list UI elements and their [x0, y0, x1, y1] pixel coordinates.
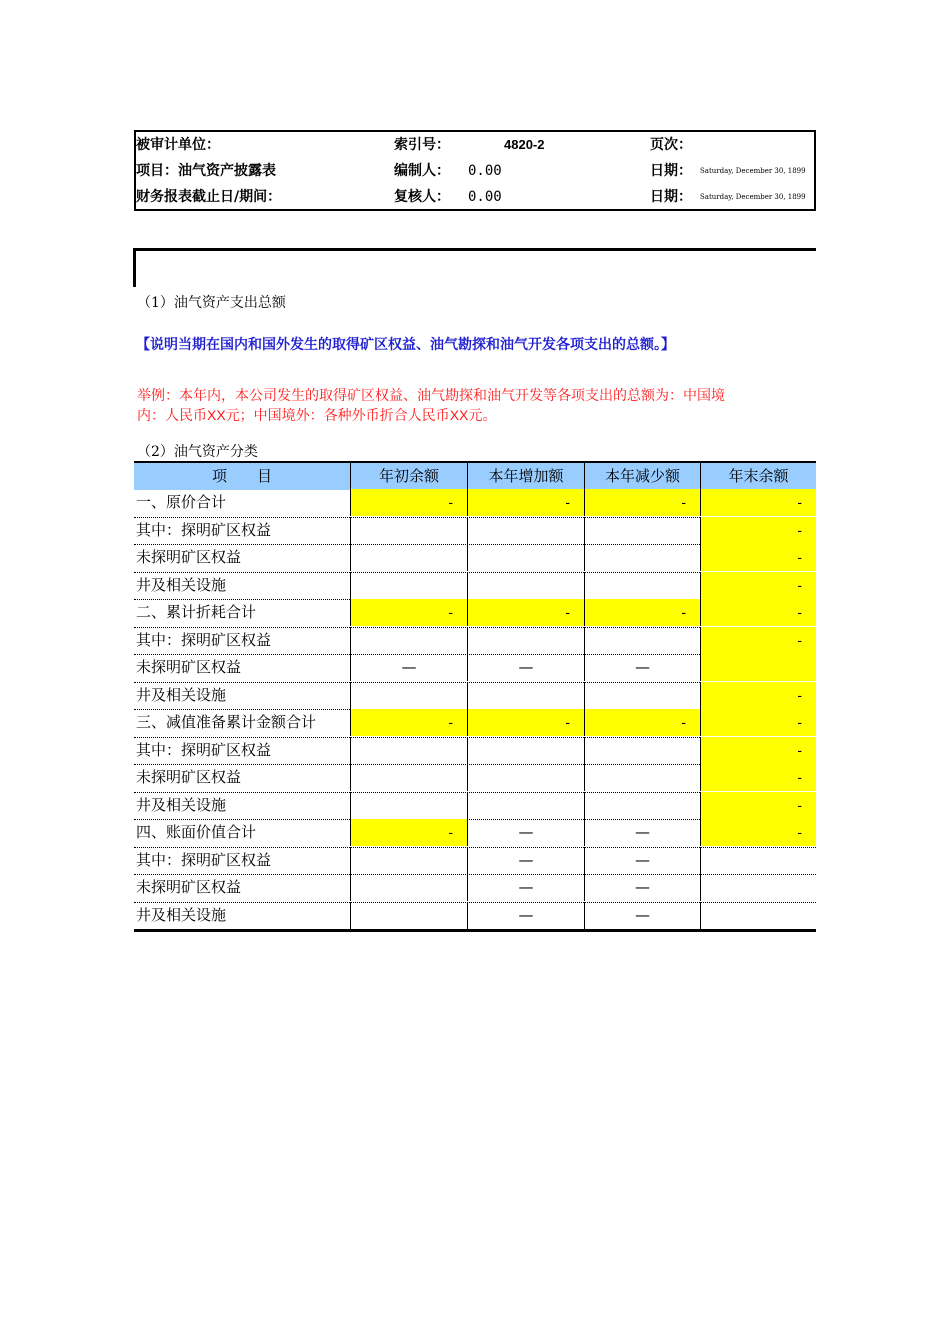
table-cell[interactable]: — [584, 654, 700, 681]
table-row [134, 819, 816, 846]
table-cell[interactable]: - [700, 544, 816, 571]
date-label-1: 日期： [650, 163, 692, 179]
reviewer-label: 复核人： [394, 189, 450, 205]
table-cell[interactable] [350, 737, 467, 764]
table-cell[interactable]: — [467, 847, 584, 874]
table-cell[interactable] [700, 654, 816, 681]
row-label: 一、原价合计 [136, 493, 227, 511]
table-row [134, 874, 816, 901]
table-cell[interactable] [350, 847, 467, 874]
table-cell[interactable] [467, 544, 584, 571]
table-row [134, 517, 816, 544]
table-cell[interactable] [467, 737, 584, 764]
section1-title: （1）油气资产支出总额 [137, 295, 286, 311]
example-line-1: 举例：本年内，本公司发生的取得矿区权益、油气勘探和油气开发等各项支出的总额为：中国境 [137, 388, 725, 404]
table-cell[interactable] [467, 792, 584, 819]
table-cell[interactable]: — [467, 819, 584, 846]
row-label: 未探明矿区权益 [136, 768, 242, 786]
table-cell[interactable]: — [467, 902, 584, 929]
table-cell[interactable] [467, 572, 584, 599]
row-label: 二、累计折耗合计 [136, 603, 257, 621]
row-label: 四、账面价值合计 [136, 823, 257, 841]
example-text [137, 387, 817, 426]
table-cell[interactable]: — [467, 874, 584, 901]
column-header-decrease: 本年减少额 [584, 463, 700, 490]
section-divider-left [133, 248, 136, 287]
index-label: 索引号： [394, 137, 450, 153]
table-cell[interactable] [350, 517, 467, 544]
table-cell[interactable]: - [700, 572, 816, 599]
table-cell[interactable] [584, 572, 700, 599]
table-cell[interactable] [700, 902, 816, 929]
table-cell[interactable] [350, 627, 467, 654]
table-cell[interactable]: - [700, 819, 816, 846]
table-cell[interactable] [350, 572, 467, 599]
table-row [134, 489, 816, 516]
table-cell[interactable] [584, 792, 700, 819]
table-cell[interactable] [584, 737, 700, 764]
table-cell[interactable]: - [467, 599, 584, 626]
column-header-closing: 年末余额 [700, 463, 816, 490]
table-cell[interactable]: — [584, 819, 700, 846]
row-label: 井及相关设施 [136, 795, 227, 814]
date-value-2: Saturday, December 30, 1899 [700, 193, 806, 201]
row-label: 其中：探明矿区权益 [136, 850, 272, 869]
index-value: 4820-2 [504, 137, 545, 152]
row-label: 井及相关设施 [136, 575, 227, 594]
column-header-opening: 年初余额 [350, 463, 467, 490]
date-label-2: 日期： [650, 189, 692, 205]
table-row [134, 764, 816, 791]
table-cell[interactable] [700, 847, 816, 874]
table-cell[interactable]: - [584, 709, 700, 736]
row-label: 三、减值准备累计金额合计 [136, 713, 317, 731]
table-cell[interactable]: - [584, 489, 700, 516]
section2-title: （2）油气资产分类 [137, 444, 258, 460]
table-row [134, 847, 816, 874]
table-cell[interactable]: — [467, 654, 584, 681]
table-cell[interactable] [350, 792, 467, 819]
table-cell[interactable] [350, 764, 467, 791]
table-cell[interactable] [350, 874, 467, 901]
instruction-note: 【说明当期在国内和国外发生的取得矿区权益、油气勘探和油气开发各项支出的总额。】 [136, 337, 675, 353]
table-row [134, 902, 816, 929]
row-label: 井及相关设施 [136, 905, 227, 924]
table-row [134, 682, 816, 709]
table-cell[interactable]: - [350, 599, 467, 626]
table-cell[interactable]: - [700, 627, 816, 654]
preparer-label: 编制人： [394, 163, 450, 179]
table-row [134, 572, 816, 599]
row-label: 井及相关设施 [136, 685, 227, 704]
reviewer-value: 0.00 [468, 189, 502, 205]
table-cell[interactable] [350, 682, 467, 709]
row-label: 未探明矿区权益 [136, 878, 242, 896]
table-cell[interactable] [350, 544, 467, 571]
table-cell[interactable]: - [700, 517, 816, 544]
table-cell[interactable]: - [350, 819, 467, 846]
row-label: 其中：探明矿区权益 [136, 520, 272, 539]
table-row [134, 737, 816, 764]
table-cell[interactable]: - [700, 682, 816, 709]
table-cell[interactable]: - [700, 737, 816, 764]
table-cell[interactable] [700, 874, 816, 901]
table-cell[interactable]: - [700, 709, 816, 736]
table-row [134, 544, 816, 571]
table-row [134, 599, 816, 626]
column-header-item: 项 目 [134, 463, 350, 490]
auditee-label: 被审计单位： [136, 137, 220, 153]
table-cell[interactable] [467, 764, 584, 791]
table-cell[interactable]: — [350, 654, 467, 681]
preparer-value: 0.00 [468, 163, 502, 179]
example-line-2: 内：人民币XX元；中国境外：各种外币折合人民币XX元。 [137, 407, 497, 424]
table-cell[interactable]: - [350, 709, 467, 736]
table-cell[interactable]: - [700, 489, 816, 516]
page-label: 页次： [650, 137, 692, 153]
table-cell[interactable] [584, 544, 700, 571]
table-cell[interactable] [584, 682, 700, 709]
table-cell[interactable] [584, 764, 700, 791]
row-label: 未探明矿区权益 [136, 548, 242, 566]
audit-header-box [134, 130, 816, 211]
table-header-row [134, 461, 816, 489]
row-label: 其中：探明矿区权益 [136, 740, 272, 759]
table-cell[interactable] [584, 517, 700, 544]
table-cell[interactable] [584, 627, 700, 654]
date-value-1: Saturday, December 30, 1899 [700, 167, 806, 175]
table-row [134, 792, 816, 819]
period-label: 财务报表截止日/期间： [136, 189, 282, 205]
table-cell[interactable]: - [700, 764, 816, 791]
table-cell[interactable]: - [700, 792, 816, 819]
row-label: 其中：探明矿区权益 [136, 630, 272, 649]
row-label: 未探明矿区权益 [136, 658, 242, 676]
row-separator [134, 929, 816, 932]
table-cell[interactable] [467, 517, 584, 544]
column-header-increase: 本年增加额 [467, 463, 584, 490]
table-cell[interactable]: — [584, 902, 700, 929]
table-cell[interactable]: — [584, 874, 700, 901]
table-cell[interactable] [350, 902, 467, 929]
section-divider-top [133, 248, 816, 251]
table-cell[interactable]: - [467, 709, 584, 736]
table-cell[interactable]: - [700, 599, 816, 626]
table-row [134, 627, 816, 654]
table-cell[interactable]: - [584, 599, 700, 626]
table-row [134, 709, 816, 736]
table-row [134, 654, 816, 681]
table-cell[interactable]: - [467, 489, 584, 516]
table-cell[interactable] [467, 627, 584, 654]
project-label: 项目：油气资产披露表 [136, 163, 276, 179]
table-cell[interactable] [467, 682, 584, 709]
table-cell[interactable]: — [584, 847, 700, 874]
table-cell[interactable]: - [350, 489, 467, 516]
